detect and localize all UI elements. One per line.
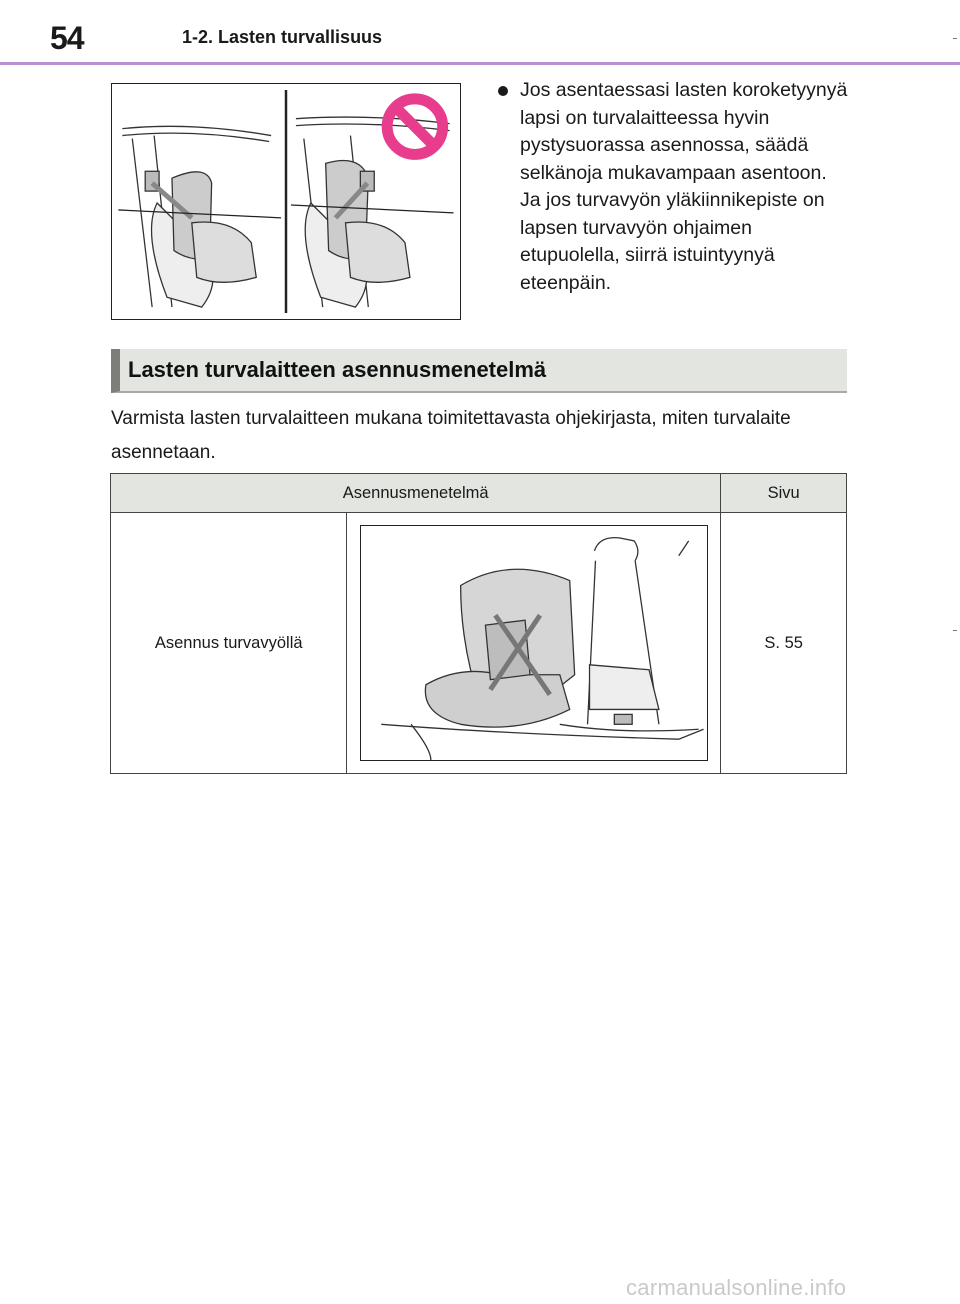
page-number: 54 (50, 20, 84, 56)
table-row (111, 513, 847, 774)
header-page: Sivu (721, 474, 847, 513)
cell-image (347, 513, 721, 774)
edge-tick (953, 38, 957, 39)
cell-method: Asennus turvavyöllä (111, 513, 347, 774)
header-method: Asennusmenetelmä (111, 474, 721, 513)
prohibition-icon (387, 99, 443, 155)
watermark: carmanualsonline.info (626, 1275, 847, 1300)
installation-table (110, 473, 847, 774)
header-rule (0, 62, 960, 65)
table-header-row (111, 474, 847, 513)
edge-tick (953, 630, 957, 631)
bullet-item (498, 77, 848, 297)
intro-paragraph: Varmista lasten turvalaitteen mukana toimitettavasta ohjekirjasta, miten turvalaite asennetaan. (111, 408, 791, 463)
section-heading-text: Lasten turvalaitteen asennusmenetelmä (128, 357, 547, 382)
child-seat-illustration (360, 525, 708, 761)
bullet-text: Jos asentaessasi lasten koroketyynyä lapsi on turvalaitteessa hyvin pystysuorassa asennossa, säädä selkänoja mukavampaan asentoon. Ja jos turvavyön yläkiinnikepiste on lapsen turvavyön ohjaimen etupuolella, siirrä istuintyynyä eteenpäin. (520, 79, 848, 294)
booster-seat-illustration (111, 83, 461, 320)
section-heading (111, 349, 847, 393)
bullet-dot (498, 86, 508, 96)
cell-page: S. 55 (721, 513, 847, 774)
section-title: 1-2. Lasten turvallisuus (182, 27, 383, 47)
